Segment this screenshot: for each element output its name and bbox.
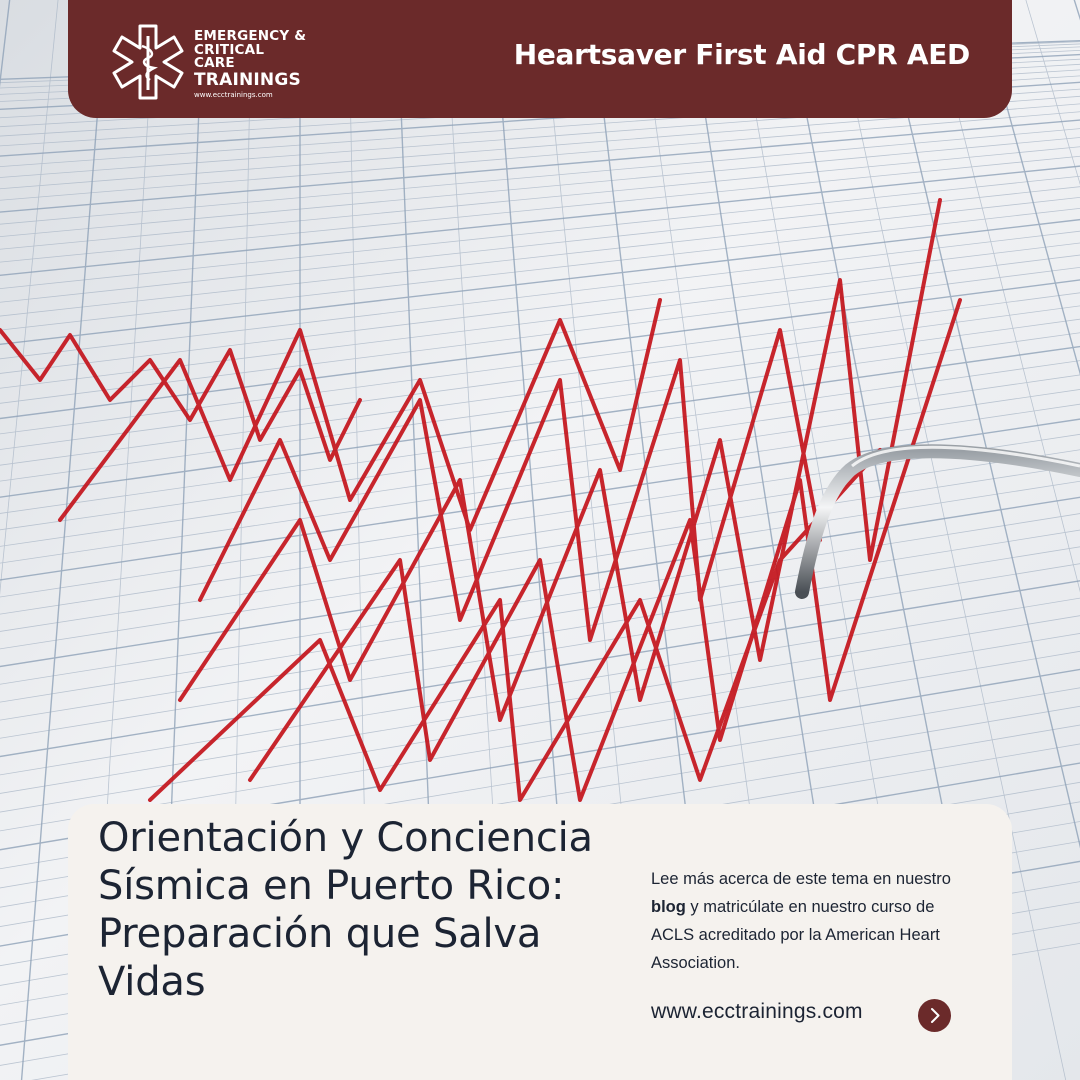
blog-link[interactable]: blog <box>651 898 686 916</box>
go-button[interactable] <box>918 999 951 1032</box>
header-bar <box>68 0 1012 118</box>
article-card <box>68 804 1012 1080</box>
brand-line-3: TRAININGS <box>194 69 301 90</box>
brand-line-1: EMERGENCY & <box>194 28 307 44</box>
blurb-text-2: y matricúlate en nuestro curso de ACLS acreditado por la American Heart Association. <box>651 898 940 972</box>
article-blurb <box>651 865 971 977</box>
website-link[interactable]: www.ecctrainings.com <box>651 1000 863 1023</box>
course-title: Heartsaver First Aid CPR AED <box>513 38 970 71</box>
brand-line-2: CRITICAL CARE <box>194 41 265 71</box>
brand-logo[interactable] <box>108 22 308 102</box>
brand-name <box>194 30 308 99</box>
blurb-text-1: Lee más acerca de este tema en nuestro <box>651 870 951 888</box>
article-headline: Orientación y Conciencia Sísmica en Puerto Rico: Preparación que Salva Vidas <box>98 815 593 1005</box>
chevron-right-icon <box>918 999 951 1032</box>
star-of-life-icon <box>108 22 188 102</box>
brand-url: www.ecctrainings.com <box>194 90 273 99</box>
